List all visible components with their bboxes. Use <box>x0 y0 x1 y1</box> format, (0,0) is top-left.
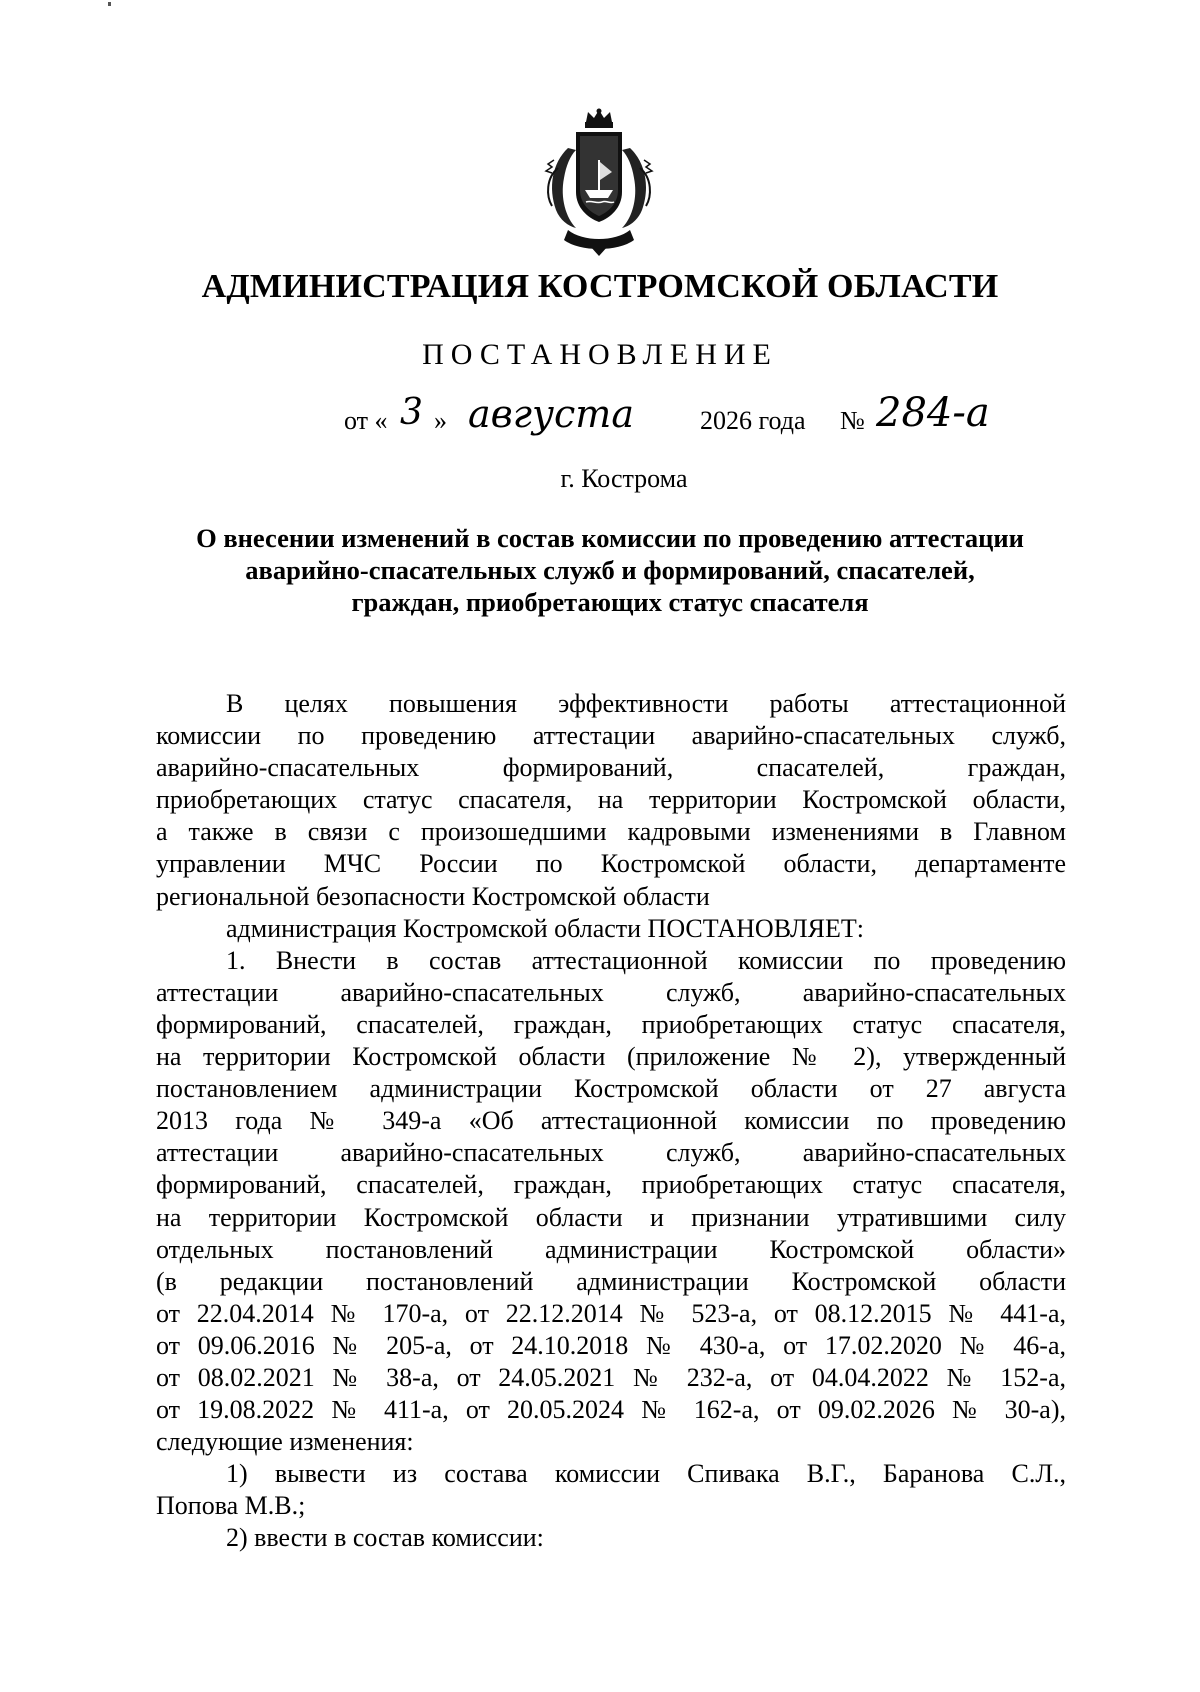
paragraph-line: комиссии по проведению аттестации аварийно-спасательных служб, <box>156 721 1066 751</box>
document-title <box>158 522 1062 618</box>
paragraph-line: В целях повышения эффективности работы аттестационной <box>226 689 1066 718</box>
document-type: ПОСТАНОВЛЕНИЕ <box>422 338 778 371</box>
date-prefix: от « <box>344 406 388 435</box>
paragraph-line: 1) вывести из состава комиссии Спивака В.Г., Баранова С.Л., <box>226 1459 1066 1489</box>
paragraph-line: на территории Костромской области и признании утратившими силу <box>156 1202 1066 1232</box>
paragraph-line: управлении МЧС России по Костромской области, департаменте <box>156 849 1066 879</box>
paragraph-line: 2) ввести в состав комиссии: <box>226 1523 544 1553</box>
paragraph-line: от 09.06.2016 № 205-а, от 24.10.2018 № 430-а, от 17.02.2020 № 46-а, <box>156 1330 1066 1360</box>
date-year: 2026 года <box>700 406 806 435</box>
date-close-quote: » <box>434 406 447 435</box>
paragraph-line: 2013 года № 349-а «Об аттестационной комиссии по проведению <box>156 1106 1066 1136</box>
city: г. Кострома <box>560 464 688 493</box>
paragraph-line: приобретающих статус спасателя, на территории Костромской области, <box>156 785 1066 815</box>
paragraph-line: от 08.02.2021 № 38-а, от 24.05.2021 № 232-а, от 04.04.2022 № 152-а, <box>156 1362 1066 1392</box>
date-month-handwritten: августа <box>468 392 634 436</box>
organization-name: АДМИНИСТРАЦИЯ КОСТРОМСКОЙ ОБЛАСТИ <box>201 268 999 305</box>
resolves-line: администрация Костромской области ПОСТАНОВЛЯЕТ: <box>226 913 865 943</box>
paragraph-line: формирований, спасателей, граждан, приобретающих статус спасателя, <box>156 1170 1066 1200</box>
paragraph-line: аварийно-спасательных формирований, спасателей, граждан, <box>156 753 1066 783</box>
paragraph-line: 1. Внести в состав аттестационной комиссии по проведению <box>226 945 1066 975</box>
paragraph-line: аттестации аварийно-спасательных служб, аварийно-спасательных <box>156 977 1066 1007</box>
paragraph-line: отдельных постановлений администрации Костромской области» <box>156 1234 1066 1264</box>
paragraph-line: Попова М.В.; <box>156 1491 306 1521</box>
scan-mark <box>108 2 111 6</box>
paragraph-line: на территории Костромской области (приложение № 2), утвержденный <box>156 1042 1066 1072</box>
title-line: аварийно-спасательных служб и формирований, спасателей, <box>245 555 975 585</box>
paragraph-line: (в редакции постановлений администрации Костромской области <box>156 1266 1066 1296</box>
paragraph-line: от 19.08.2022 № 411-а, от 20.05.2024 № 162-а, от 09.02.2026 № 30-а), <box>156 1395 1066 1425</box>
document-body <box>156 688 1066 1555</box>
paragraph-line: региональной безопасности Костромской области <box>156 881 710 911</box>
date-day-handwritten: 3 <box>400 392 423 433</box>
coat-of-arms-icon <box>538 108 660 258</box>
paragraph-line: аттестации аварийно-спасательных служб, аварийно-спасательных <box>156 1138 1066 1168</box>
paragraph-line: от 22.04.2014 № 170-а, от 22.12.2014 № 523-а, от 08.12.2015 № 441-а, <box>156 1298 1066 1328</box>
title-line: граждан, приобретающих статус спасателя <box>351 587 869 617</box>
title-line: О внесении изменений в состав комиссии по проведению аттестации <box>196 523 1024 553</box>
paragraph-line: постановлением администрации Костромской области от 27 августа <box>156 1074 1066 1104</box>
paragraph-line: следующие изменения: <box>156 1427 414 1457</box>
number-sign: № <box>840 406 865 435</box>
document-number-handwritten: 284-а <box>876 390 990 436</box>
paragraph-line: формирований, спасателей, граждан, приобретающих статус спасателя, <box>156 1009 1066 1039</box>
paragraph-line: а также в связи с произошедшими кадровыми изменениями в Главном <box>156 817 1066 847</box>
